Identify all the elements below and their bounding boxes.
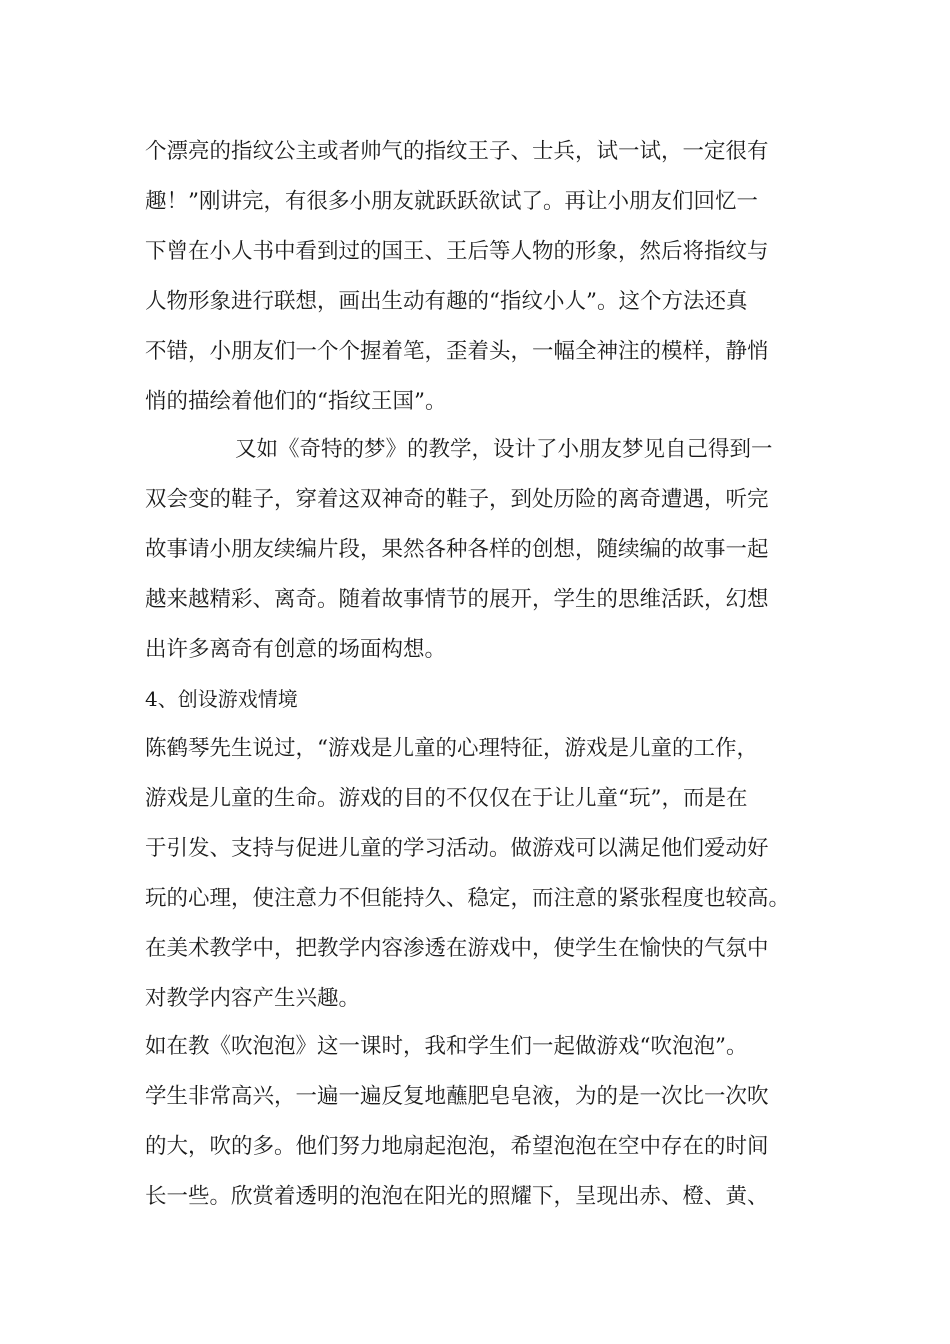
text-line-21: 的大，吹的多。他们努力地扇起泡泡，希望泡泡在空中存在的时间 [145,1134,769,1159]
text-line-13: 陈鹤琴先生说过，“游戏是儿童的心理特征，游戏是儿童的工作， [145,736,758,761]
text-line-15: 于引发、支持与促进儿童的学习活动。做游戏可以满足他们爱动好 [145,836,769,861]
text-line-11: 出许多离奇有创意的场面构想。 [145,637,447,662]
text-line-1: 个漂亮的指纹公主或者帅气的指纹王子、士兵，试一试，一定很有 [145,139,769,164]
text-line-22: 长一些。欣赏着透明的泡泡在阳光的照耀下，呈现出赤、橙、黄、 [145,1184,769,1209]
text-line-10: 越来越精彩、离奇。随着故事情节的展开，学生的思维活跃，幻想 [145,587,769,612]
text-line-3: 下曾在小人书中看到过的国王、王后等人物的形象，然后将指纹与 [145,239,769,264]
text-line-20: 学生非常高兴，一遍一遍反复地蘸肥皂皂液，为的是一次比一次吹 [145,1084,769,1109]
text-line-19: 如在教《吹泡泡》这一课时，我和学生们一起做游戏“吹泡泡”。 [145,1034,748,1059]
section-heading: 4、创设游戏情境 [145,687,298,711]
text-line-2: 趣！”刚讲完，有很多小朋友就跃跃欲试了。再让小朋友们回忆一 [145,189,758,214]
text-line-17: 在美术教学中，把教学内容渗透在游戏中，使学生在愉快的气氛中 [145,936,769,961]
text-line-5: 不错，小朋友们一个个握着笔，歪着头，一幅全神注的模样，静悄 [145,339,769,364]
paragraph-start-line: 又如《奇特的梦》的教学，设计了小朋友梦见自己得到一 [235,437,773,462]
text-line-16: 玩的心理，使注意力不但能持久、稳定，而注意的紧张程度也较高。 [145,886,791,911]
text-line-18: 对教学内容产生兴趣。 [145,986,361,1011]
text-line-6: 悄的描绘着他们的“指纹王国”。 [145,389,447,414]
text-line-4: 人物形象进行联想，画出生动有趣的“指纹小人”。这个方法还真 [145,289,748,314]
text-line-9: 故事请小朋友续编片段，果然各种各样的创想，随续编的故事一起 [145,537,769,562]
text-line-14: 游戏是儿童的生命。游戏的目的不仅仅在于让儿童“玩”，而是在 [145,786,748,811]
text-line-8: 双会变的鞋子，穿着这双神奇的鞋子，到处历险的离奇遭遇，听完 [145,487,769,512]
